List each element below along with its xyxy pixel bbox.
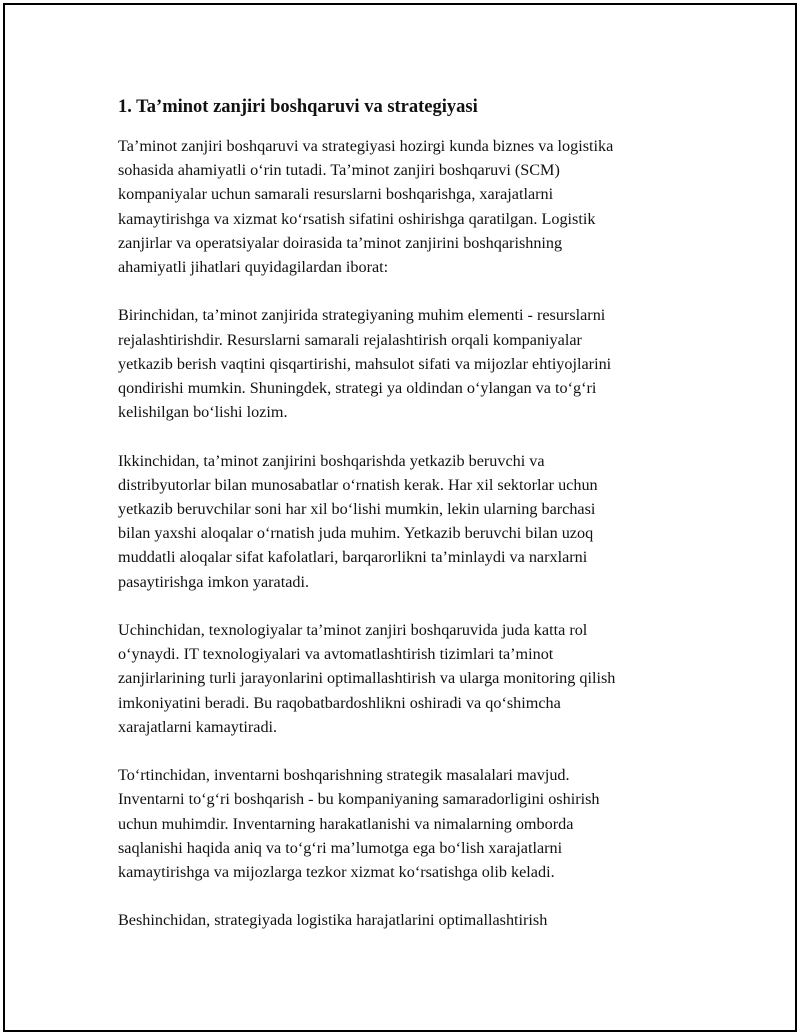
text-line: qondirishi mumkin. Shuningdek, strategi ya oldindan o‘ylangan va to‘g‘ri xyxy=(118,379,597,398)
text-line: kelishilgan bo‘lishi lozim. xyxy=(118,403,288,422)
text-line: zanjirlarining turli jarayonlarini optimallashtirish va ularga monitoring qilish xyxy=(118,669,616,688)
text-line: Birinchidan, ta’minot zanjirida strategiyaning muhim elementi - resurslarni xyxy=(118,306,606,325)
text-line: zanjirlar va operatsiyalar doirasida ta’minot zanjirini boshqarishning xyxy=(118,233,563,252)
paragraph xyxy=(118,908,698,932)
document-body xyxy=(118,94,698,957)
section-heading: 1. Ta’minot zanjiri boshqaruvi va strategiyasi xyxy=(118,97,478,117)
text-line: o‘ynaydi. IT texnologiyalari va avtomatlashtirish tizimlari ta’minot xyxy=(118,645,554,664)
text-line: Beshinchidan, strategiyada logistika harajatlarini optimallashtirish xyxy=(118,911,548,930)
text-line: bilan yaxshi aloqalar o‘rnatish juda muhim. Yetkazib beruvchi bilan uzoq xyxy=(118,524,594,543)
text-line: kamaytirishga va xizmat ko‘rsatish sifatini oshirishga qaratilgan. Logistik xyxy=(118,209,596,228)
paragraph-list xyxy=(118,134,698,933)
text-line: xarajatlarni kamaytiradi. xyxy=(118,717,278,736)
paragraph xyxy=(118,303,698,424)
text-line: kompaniyalar uchun samarali resurslarni boshqarishga, xarajatlarni xyxy=(118,185,554,204)
text-line: distribyutorlar bilan munosabatlar o‘rnatish kerak. Har xil sektorlar uchun xyxy=(118,475,598,494)
text-line: kamaytirishga va mijozlarga tezkor xizmat ko‘rsatishga olib keladi. xyxy=(118,863,555,882)
text-line: ahamiyatli jihatlari quyidagilardan iborat: xyxy=(118,258,389,277)
paragraph xyxy=(118,763,698,884)
text-line: imkoniyatini beradi. Bu raqobatbardoshlikni oshiradi va qo‘shimcha xyxy=(118,693,561,712)
paragraph xyxy=(118,134,698,279)
text-line: rejalashtirishdir. Resurslarni samarali rejalashtirish orqali kompaniyalar xyxy=(118,330,582,349)
text-line: To‘rtinchidan, inventarni boshqarishning strategik masalalari mavjud. xyxy=(118,766,570,785)
text-line: saqlanishi haqida aniq va to‘g‘ri ma’lumotga ega bo‘lish xarajatlarni xyxy=(118,838,563,857)
text-line: pasaytirishga imkon yaratadi. xyxy=(118,572,310,591)
text-line: sohasida ahamiyatli o‘rin tutadi. Ta’minot zanjiri boshqaruvi (SCM) xyxy=(118,161,560,180)
text-line: Ta’minot zanjiri boshqaruvi va strategiyasi hozirgi kunda biznes va logistika xyxy=(118,137,614,155)
text-line: muddatli aloqalar sifat kafolatlari, barqarorlikni ta’minlaydi va narxlarni xyxy=(118,548,588,567)
text-line: Uchinchidan, texnologiyalar ta’minot zanjiri boshqaruvida juda katta rol xyxy=(118,621,588,640)
text-line: Inventarni to‘g‘ri boshqarish - bu kompaniyaning samaradorligini oshirish xyxy=(118,790,600,809)
text-line: Ikkinchidan, ta’minot zanjirini boshqarishda yetkazib beruvchi va xyxy=(118,451,545,470)
text-line: yetkazib beruvchilar soni har xil bo‘lishi mumkin, lekin ularning barchasi xyxy=(118,500,596,519)
text-line: uchun muhimdir. Inventarning harakatlanishi va nimalarning omborda xyxy=(118,814,574,833)
text-line: yetkazib berish vaqtini qisqartirishi, mahsulot sifati va mijozlar ehtiyojlarini xyxy=(118,354,612,373)
paragraph xyxy=(118,449,698,594)
paragraph xyxy=(118,618,698,739)
